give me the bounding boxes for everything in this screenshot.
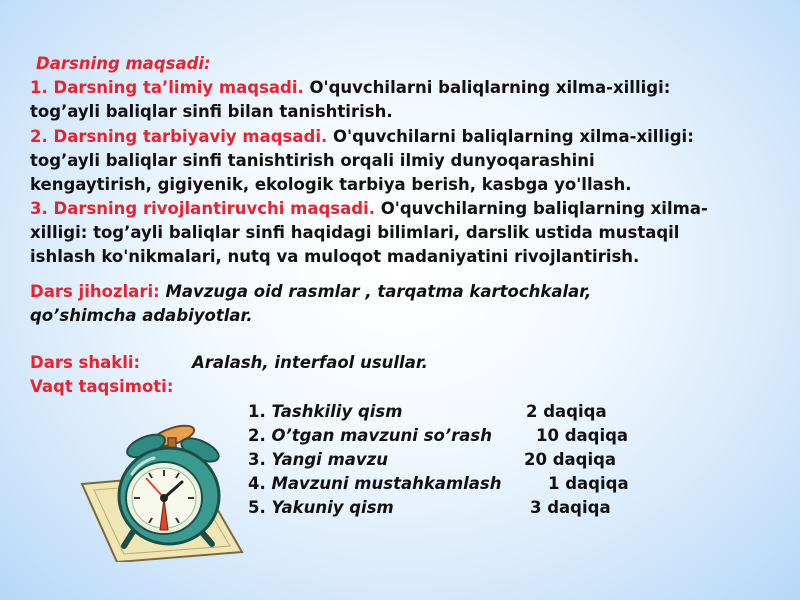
equipment-text-a: Mavzuga oid rasmlar , tarqatma kartochkalar, — [159, 282, 592, 301]
time-row-name: 2. O’tgan mavzuni so’rash — [248, 426, 492, 445]
form-label: Dars shakli: — [30, 353, 141, 372]
time-row-duration: 20 daqiqa — [524, 450, 617, 469]
time-row-duration: 1 daqiqa — [548, 474, 629, 493]
goal-3-text-a: O'quvchilarning baliqlarning xilma- — [375, 199, 708, 218]
time-row-name: 3. Yangi mavzu — [248, 450, 389, 469]
goal-3-line-2: xilligi: tog’ayli baliqlar sinfi haqidagi bilimlari, darslik ustida mustaqil — [30, 223, 680, 242]
time-row-name: 5. Yakuniy qism — [248, 498, 394, 517]
goal-2-line-3: kengaytirish, gigiyenik, ekologik tarbiya berish, kasbga yo'llash. — [30, 175, 632, 194]
goal-1-text-a: O'quvchilarni baliqlarning xilma-xilligi: — [303, 78, 671, 97]
equipment-label: Dars jihozlari: — [30, 282, 160, 301]
goal-1-line-1 — [30, 77, 670, 99]
goal-2-line-2: tog’ayli baliqlar sinfi tanishtirish orqali ilmiy dunyoqarashini — [30, 151, 595, 170]
goal-3-label: 3. Darsning rivojlantiruvchi maqsadi. — [30, 199, 376, 218]
goal-2-line-1 — [30, 126, 694, 148]
goal-2-label: 2. Darsning tarbiyaviy maqsadi. — [30, 127, 328, 146]
alarm-clock-icon — [72, 412, 247, 562]
time-row-name: 4. Mavzuni mustahkamlash — [248, 474, 502, 493]
goal-1-label: 1. Darsning ta’limiy maqsadi. — [30, 78, 304, 97]
goal-3-line-3: ishlash ko'nikmalari, nutq va muloqot madaniyatini rivojlantirish. — [30, 247, 640, 266]
time-row-duration: 2 daqiqa — [526, 402, 607, 421]
time-label-line — [30, 376, 173, 398]
goal-title: Darsning maqsadi: — [36, 54, 211, 73]
time-row-duration: 3 daqiqa — [530, 498, 611, 517]
form-text: Aralash, interfaol usullar. — [192, 353, 428, 372]
goal-2-text-a: O'quvchilarni baliqlarning xilma-xilligi: — [327, 127, 694, 146]
form-line — [30, 352, 428, 374]
goal-1-line-2: tog’ayli baliqlar sinfi bilan tanishtirish. — [30, 102, 393, 121]
time-row-duration: 10 daqiqa — [536, 426, 629, 445]
time-row-name: 1. Tashkiliy qism — [248, 402, 403, 421]
time-label: Vaqt taqsimoti: — [30, 377, 174, 396]
goal-3-line-1 — [30, 198, 708, 220]
equipment-line-1 — [30, 281, 591, 303]
equipment-line-2: qo’shimcha adabiyotlar. — [30, 306, 253, 325]
